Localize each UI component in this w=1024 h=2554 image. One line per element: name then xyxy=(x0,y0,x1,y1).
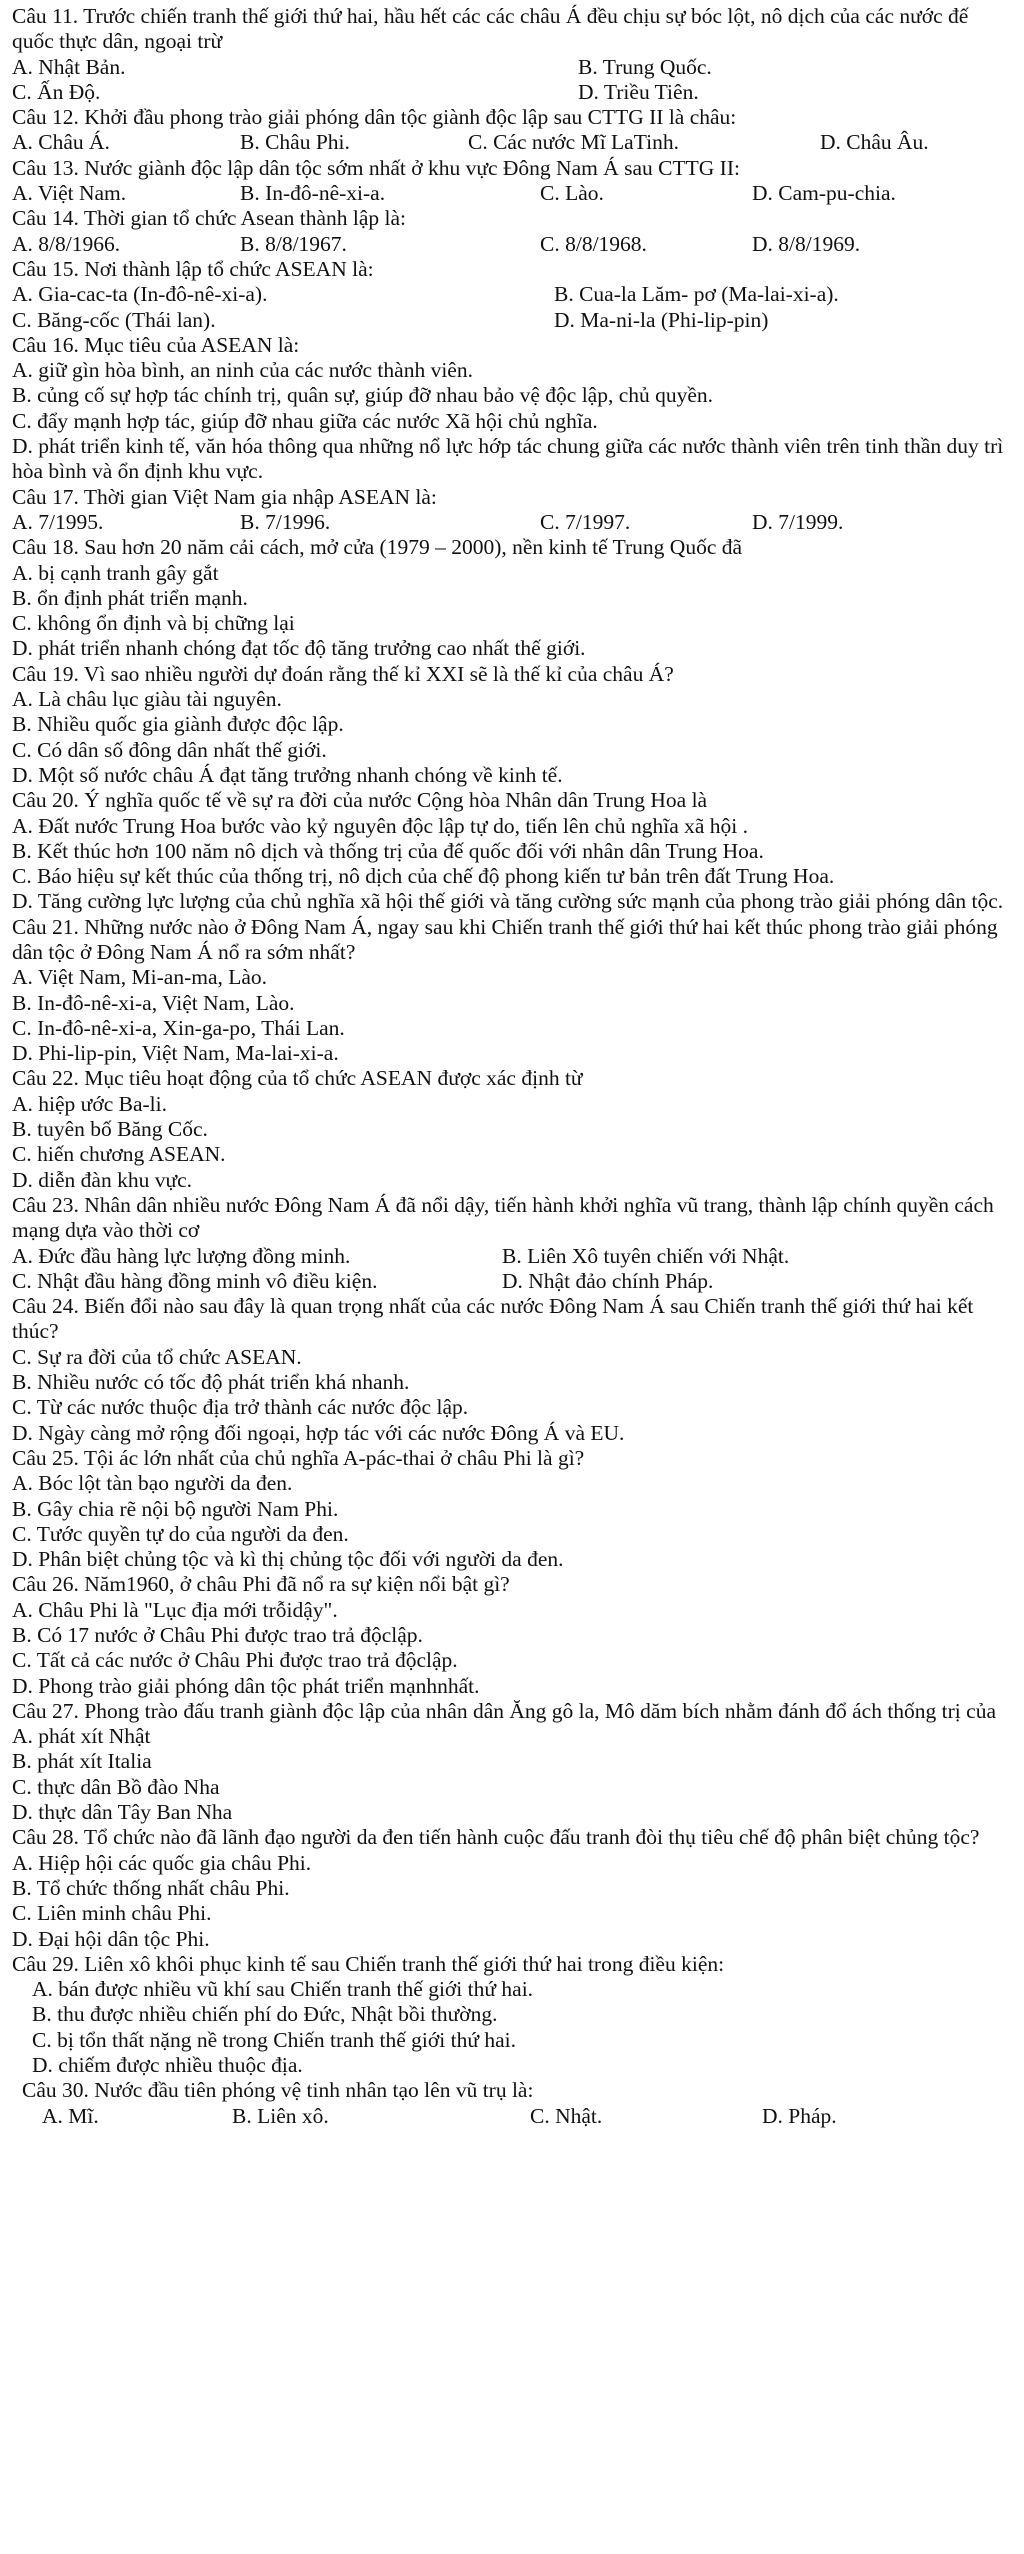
option-b: B. Tổ chức thống nhất châu Phi. xyxy=(12,1875,290,1900)
option-b: B. Kết thúc hơn 100 năm nô dịch và thống trị của đế quốc đối với nhân dân Trung Hoa. xyxy=(12,838,764,863)
question-stem: Câu 24. Biến đổi nào sau đây là quan trọng nhất của các nước Đông Nam Á sau Chiến tranh thế giới thứ hai kết thúc? xyxy=(12,1294,974,1344)
option-row xyxy=(12,308,1014,333)
option-b: B. thu được nhiều chiến phí do Đức, Nhật bồi thường. xyxy=(32,2002,498,2027)
question-stem: Câu 17. Thời gian Việt Nam gia nhập ASEAN là: xyxy=(12,484,437,509)
question-30 xyxy=(12,2078,1014,2129)
question-28 xyxy=(12,1825,1014,1951)
option-d: D. Triều Tiên. xyxy=(578,79,699,104)
option-c: C. Nhật. xyxy=(530,2103,603,2128)
option-b: B. Liên Xô tuyên chiến với Nhật. xyxy=(502,1243,790,1268)
option-b: B. Cua-la Lăm- pơ (Ma-lai-xi-a). xyxy=(554,282,839,307)
question-18 xyxy=(12,535,1014,661)
option-c: C. không ổn định và bị chững lại xyxy=(12,611,295,636)
option-c: C. Từ các nước thuộc địa trở thành các nước độc lập. xyxy=(12,1395,469,1420)
question-15 xyxy=(12,257,1014,333)
option-a: A. Là châu lục giàu tài nguyên. xyxy=(12,687,282,712)
question-stem: Câu 27. Phong trào đấu tranh giành độc lập của nhân dân Ăng gô la, Mô dăm bích nhằm đánh đổ ách thống trị của xyxy=(12,1698,996,1723)
question-stem: Câu 19. Vì sao nhiều người dự đoán rằng thế kỉ XXI sẽ là thế kỉ của châu Á? xyxy=(12,661,674,686)
question-stem: Câu 18. Sau hơn 20 năm cải cách, mở cửa (1979 – 2000), nền kinh tế Trung Quốc đã xyxy=(12,535,743,560)
option-d: D. phát triển nhanh chóng đạt tốc độ tăng trưởng cao nhất thế giới. xyxy=(12,636,586,661)
question-12 xyxy=(12,105,1014,156)
option-b: B. Có 17 nước ở Châu Phi được trao trả độclập. xyxy=(12,1623,423,1647)
question-stem: Câu 28. Tổ chức nào đã lãnh đạo người da đen tiến hành cuộc đấu tranh đòi thụ tiêu chế độ phân biệt chủng tộc? xyxy=(12,1825,980,1850)
option-a: A. Việt Nam. xyxy=(12,181,127,206)
option-a: A. Đất nước Trung Hoa bước vào kỷ nguyên độc lập tự do, tiến lên chủ nghĩa xã hội . xyxy=(12,813,749,838)
question-stem: Câu 21. Những nước nào ở Đông Nam Á, ngay sau khi Chiến tranh thế giới thứ hai kết thúc phong trào giải phóng dân tộc ở Đông Nam Á nổ ra sớm nhất? xyxy=(12,914,998,964)
option-d: D. Ma-ni-la (Phi-lip-pin) xyxy=(554,307,769,332)
option-row xyxy=(12,1244,1014,1269)
option-d: D. Một số nước châu Á đạt tăng trưởng nhanh chóng về kinh tế. xyxy=(12,762,563,787)
question-stem: Câu 12. Khởi đầu phong trào giải phóng dân tộc giành độc lập sau CTTG II là châu: xyxy=(12,105,737,130)
option-row xyxy=(12,1269,1014,1294)
option-c: C. Ấn Độ. xyxy=(12,79,101,104)
option-c: C. đẩy mạnh hợp tác, giúp đỡ nhau giữa các nước Xã hội chủ nghĩa. xyxy=(12,408,598,433)
option-a: A. Châu Phi là "Lục địa mới trỗidậy". xyxy=(12,1597,338,1622)
option-c: C. Có dân số đông dân nhất thế giới. xyxy=(12,737,327,762)
option-b: B. 8/8/1967. xyxy=(240,231,347,256)
option-d: D. Phân biệt chủng tộc và kì thị chủng tộc đối với người da đen. xyxy=(12,1547,564,1572)
question-stem: Câu 26. Năm1960, ở châu Phi đã nổ ra sự kiện nổi bật gì? xyxy=(12,1572,510,1597)
question-25 xyxy=(12,1446,1014,1572)
option-d: D. Nhật đảo chính Pháp. xyxy=(502,1268,714,1293)
option-b: B. 7/1996. xyxy=(240,509,331,534)
question-20 xyxy=(12,788,1014,914)
option-c: C. Các nước Mĩ LaTinh. xyxy=(468,130,679,155)
option-a: A. bị cạnh tranh gây gắt xyxy=(12,560,219,585)
option-c: C. thực dân Bồ đào Nha xyxy=(12,1774,220,1799)
option-c: C. 7/1997. xyxy=(540,509,631,534)
option-a: A. Châu Á. xyxy=(12,130,110,155)
question-stem: Câu 23. Nhân dân nhiều nước Đông Nam Á đã nổi dậy, tiến hành khởi nghĩa vũ trang, thành lập chính quyền cách mạng dựa vào thời cơ xyxy=(12,1192,994,1243)
option-d: D. thực dân Tây Ban Nha xyxy=(12,1800,233,1825)
question-27 xyxy=(12,1699,1014,1825)
option-row xyxy=(12,181,1014,206)
question-14 xyxy=(12,206,1014,257)
option-d: D. Phong trào giải phóng dân tộc phát triển mạnhnhất. xyxy=(12,1673,480,1698)
question-stem: Câu 11. Trước chiến tranh thế giới thứ hai, hầu hết các các châu Á đều chịu sự bóc lột, nô dịch của các nước đế quốc thực dân, ngoại trừ xyxy=(12,4,969,54)
question-21 xyxy=(12,915,1014,1067)
question-26 xyxy=(12,1572,1014,1698)
option-a: A. Mĩ. xyxy=(42,2103,99,2128)
question-stem: Câu 30. Nước đầu tiên phóng vệ tinh nhân tạo lên vũ trụ là: xyxy=(22,2078,534,2103)
question-stem: Câu 14. Thời gian tổ chức Asean thành lập là: xyxy=(12,206,407,231)
option-b: B. Châu Phi. xyxy=(240,130,350,155)
option-b: B. Nhiều nước có tốc độ phát triển khá nhanh. xyxy=(12,1370,410,1395)
question-23 xyxy=(12,1193,1014,1294)
option-c: C. Nhật đầu hàng đồng minh vô điều kiện. xyxy=(12,1268,378,1293)
option-d: D. 7/1999. xyxy=(752,509,844,534)
option-d: D. phát triển kinh tế, văn hóa thông qua những nổ lực hớp tác chung giữa các nước thành viên trên tinh thần duy trì hòa bình và ổn định khu vực. xyxy=(12,434,1004,484)
option-b: B. ổn định phát triển mạnh. xyxy=(12,585,248,610)
option-a: A. Đức đầu hàng lực lượng đồng minh. xyxy=(12,1243,351,1268)
option-row xyxy=(12,80,1014,105)
option-d: D. Phi-lip-pin, Việt Nam, Ma-lai-xi-a. xyxy=(12,1041,339,1066)
question-29 xyxy=(12,1952,1014,2078)
option-c: C. Tất cả các nước ở Châu Phi được trao trả độclập. xyxy=(12,1648,458,1673)
option-b: B. tuyên bố Băng Cốc. xyxy=(12,1117,208,1142)
option-a: A. Việt Nam, Mi-an-ma, Lào. xyxy=(12,965,268,990)
option-a: A. Gia-cac-ta (In-đô-nê-xi-a). xyxy=(12,282,268,307)
option-d: D. Tăng cường lực lượng của chủ nghĩa xã hội thế giới và tăng cường sức mạnh của phong trào giải phóng dân tộc. xyxy=(12,889,1004,914)
option-b: B. In-đô-nê-xi-a, Việt Nam, Lào. xyxy=(12,990,295,1015)
option-a: A. Hiệp hội các quốc gia châu Phi. xyxy=(12,1850,312,1875)
option-b: B. phát xít Italia xyxy=(12,1749,152,1774)
question-stem: Câu 25. Tội ác lớn nhất của chủ nghĩa A-pác-thai ở châu Phi là gì? xyxy=(12,1445,585,1470)
option-a: A. Nhật Bản. xyxy=(12,54,126,79)
option-row xyxy=(12,510,1014,535)
option-b: B. In-đô-nê-xi-a. xyxy=(240,181,386,206)
option-b: B. Gây chia rẽ nội bộ người Nam Phi. xyxy=(12,1496,339,1521)
question-stem: Câu 16. Mục tiêu của ASEAN là: xyxy=(12,332,300,357)
option-a: A. Bóc lột tàn bạo người da đen. xyxy=(12,1471,293,1496)
option-c: C. In-đô-nê-xi-a, Xin-ga-po, Thái Lan. xyxy=(12,1015,345,1040)
option-c: C. bị tổn thất nặng nề trong Chiến tranh thế giới thứ hai. xyxy=(32,2027,517,2052)
question-stem: Câu 15. Nơi thành lập tổ chức ASEAN là: xyxy=(12,256,374,281)
question-17 xyxy=(12,485,1014,536)
option-d: D. Châu Âu. xyxy=(820,130,929,155)
question-22 xyxy=(12,1066,1014,1192)
option-b: B. Liên xô. xyxy=(232,2103,329,2128)
option-a: C. Sự ra đời của tổ chức ASEAN. xyxy=(12,1344,302,1369)
question-stem: Câu 29. Liên xô khôi phục kinh tế sau Chiến tranh thế giới thứ hai trong điều kiện: xyxy=(12,1951,725,1976)
option-b: B. củng cố sự hợp tác chính trị, quân sự, giúp đỡ nhau bảo vệ độc lập, chủ quyền. xyxy=(12,383,714,408)
question-11 xyxy=(12,0,1014,105)
option-d: D. Cam-pu-chia. xyxy=(752,181,896,206)
option-b: B. Nhiều quốc gia giành được độc lập. xyxy=(12,712,344,737)
option-a: A. bán được nhiều vũ khí sau Chiến tranh thế giới thứ hai. xyxy=(32,1977,534,2002)
option-row xyxy=(12,130,1014,155)
option-d: D. 8/8/1969. xyxy=(752,231,861,256)
option-d: D. Ngày càng mở rộng đối ngoại, hợp tác với các nước Đông Á và EU. xyxy=(12,1420,625,1445)
option-a: A. 8/8/1966. xyxy=(12,231,121,256)
option-row xyxy=(22,2104,1014,2129)
option-row xyxy=(12,55,1014,80)
option-c: C. Liên minh châu Phi. xyxy=(12,1901,212,1926)
option-a: A. giữ gìn hòa bình, an ninh của các nước thành viên. xyxy=(12,358,473,383)
option-c: C. Lào. xyxy=(540,181,604,206)
option-row xyxy=(12,282,1014,307)
question-13 xyxy=(12,156,1014,207)
option-d: D. Pháp. xyxy=(762,2103,837,2128)
option-a: A. 7/1995. xyxy=(12,509,104,534)
option-a: A. phát xít Nhật xyxy=(12,1724,151,1749)
option-c: C. Băng-cốc (Thái lan). xyxy=(12,307,216,332)
option-c: C. 8/8/1968. xyxy=(540,231,647,256)
option-c: C. hiến chương ASEAN. xyxy=(12,1142,226,1167)
option-c: C. Tước quyền tự do của người da đen. xyxy=(12,1521,349,1546)
question-stem: Câu 13. Nước giành độc lập dân tộc sớm nhất ở khu vực Đông Nam Á sau CTTG II: xyxy=(12,155,740,180)
option-row xyxy=(12,232,1014,257)
option-d: D. chiếm được nhiều thuộc địa. xyxy=(32,2053,303,2078)
question-16 xyxy=(12,333,1014,485)
question-24 xyxy=(12,1294,1014,1446)
option-c: C. Báo hiệu sự kết thúc của thống trị, nô dịch của chế độ phong kiến tư bản trên đất Trung Hoa. xyxy=(12,864,835,889)
option-d: D. Đại hội dân tộc Phi. xyxy=(12,1926,210,1951)
question-stem: Câu 22. Mục tiêu hoạt động của tổ chức ASEAN được xác định từ xyxy=(12,1066,583,1091)
option-a: A. hiệp ước Ba-li. xyxy=(12,1091,167,1116)
question-19 xyxy=(12,662,1014,788)
option-d: D. diễn đàn khu vực. xyxy=(12,1167,193,1192)
question-stem: Câu 20. Ý nghĩa quốc tế về sự ra đời của nước Cộng hòa Nhân dân Trung Hoa là xyxy=(12,788,708,813)
option-b: B. Trung Quốc. xyxy=(578,54,712,79)
